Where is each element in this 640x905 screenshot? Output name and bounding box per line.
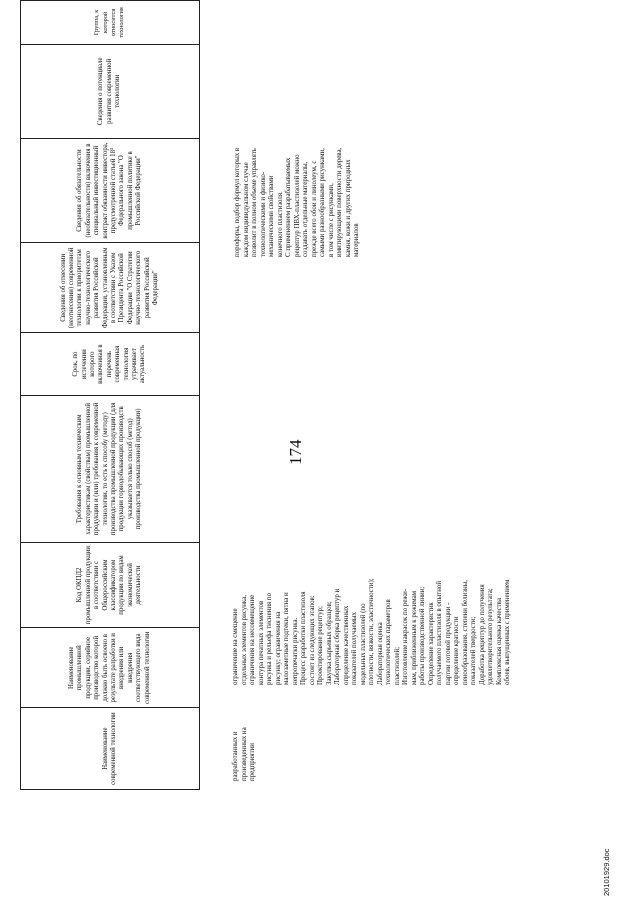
text-line: контура печатных элементов — [257, 600, 265, 685]
text-line: камня, кожи и других природных — [344, 159, 352, 257]
text-line: Лабораторная сборка рецептур и — [334, 588, 341, 685]
page-number: 174 — [286, 439, 305, 465]
text-line: Определение характеристик — [427, 602, 435, 685]
text-line: прежде всего обои и линолеум, с — [310, 160, 318, 257]
text-line: пластизолей; — [393, 646, 401, 685]
text-line: показателей получаемых — [351, 612, 358, 685]
text-line: позволит в полном объеме управлять — [251, 148, 258, 257]
text-line: произведенных на — [240, 727, 248, 781]
header-development-potential: Сведения о потенциале развития современной технологии — [21, 44, 199, 138]
text-line: технологических параметров — [385, 599, 392, 685]
header-technology-name: Наименование современной технологии — [21, 707, 199, 789]
text-line: состоит из следующих этапов: — [308, 595, 316, 685]
header-priorities: Сведения об отнесении (неотнесении) современной технологии к приоритетам научно-технологического развития Российской Федерации, установленным в соответствии с Указом Президента Российской Федерации "О Стратегии научно-технологического развития Российской Федерации" — [21, 242, 199, 332]
text-line: Закупка сырьевых образцов; — [325, 601, 333, 685]
text-line: отдельных элементов рисунка, — [240, 595, 248, 685]
text-line: предприятии — [249, 743, 256, 781]
column-potential-text — [234, 67, 362, 257]
header-table — [20, 0, 200, 790]
text-line: работы производственной линии; — [419, 586, 426, 685]
text-line: имитирующими поверхности дерева, — [336, 147, 343, 257]
text-line: механическими свойствами — [268, 175, 275, 257]
text-line: модельных пластизолей (по — [359, 603, 367, 685]
text-line: Изготовление накрасок по режи- — [402, 588, 409, 685]
text-line: Комплексная оценка качества — [495, 598, 503, 685]
text-line: показателей твердости; — [470, 616, 477, 685]
text-line: Процесс разработки пластизоля — [300, 591, 307, 685]
header-technology-group: Группа, к которой относится технология — [93, 7, 126, 38]
text-line: разработанных и — [232, 731, 239, 781]
text-line: пенообразования, степени белизны, — [461, 579, 469, 685]
text-line: удовлетворительного результата; — [487, 588, 494, 685]
file-name-footer: 20101929.doc — [602, 848, 611, 896]
text-line: партии готовой продукции - — [444, 602, 452, 685]
text-line: каждом индивидуальном случае — [242, 162, 250, 257]
text-line: ограничения на несовмещение — [249, 594, 256, 685]
header-investment-contract: Сведения об обязательности (необязательности) включения в специальный инвестиционный контракт обязанности инвестора, предусмотренной статьей 18³ Федерального закона "О промышленной политике в Российской Федерации" — [21, 138, 199, 243]
text-line: рисунка и рельефа тиснения по — [266, 592, 273, 685]
text-line: Проектирование рецептур; — [317, 606, 324, 685]
text-line: материалов — [353, 223, 360, 257]
text-line: ограничение на смещение — [232, 608, 239, 685]
text-line: рецептур ПВХ-пластизолей можно — [293, 154, 301, 257]
text-line: самыми разнообразными рисунками, — [319, 148, 326, 257]
text-line: определение качественных — [342, 605, 350, 685]
header-requirements: Требования к основным техническим характеристикам (свойствам) промышленной продукции и (или) требования к современной технологии, то есть к способу (методу) производства промышленной продукции (для продукции горнодобывающих производств указывается только способ (метод) производства промышленной продукции) — [21, 395, 199, 542]
text-line: конечного пластизоля. — [276, 191, 284, 257]
header-product-name: Наименование промышленной продукции, серийное производство которой должно быть освоено в результате разработки и внедрения или внедрения соответствующего вида современной технологии — [21, 627, 199, 707]
text-line: мам, приближенным к режимам — [410, 590, 418, 685]
text-line: в том числе с рисунками, — [327, 183, 335, 257]
column-requirements-text — [232, 415, 513, 685]
text-line: обоев, выпущенных с применением — [504, 579, 511, 685]
text-line: Лабораторная оценка — [376, 622, 384, 685]
text-line: плотности, вязкости, эластичности); — [368, 578, 375, 685]
header-relevance-term: Срок, по истечении которого включенная в перечень современная технология утрачивает актуальность — [21, 332, 199, 395]
text-line: создавать отдельные материалы, — [302, 161, 309, 257]
text-line: рисунку; ограничения на — [274, 611, 282, 685]
text-line: непропечатки рисунка. — [291, 617, 299, 685]
text-line: определение кратности — [453, 616, 460, 685]
column-product-text — [232, 727, 258, 781]
text-line: Доработка рецептур до получения — [478, 584, 486, 685]
text-line: малозаметные подтеки, пятна и — [283, 592, 290, 685]
header-okpd2-code: Код ОКПД2 промышленной продукции в соответствии с Общероссийским классификатором продукции по видам экономической деятельности — [21, 542, 199, 628]
text-line: технологическими и физико- — [259, 171, 267, 257]
text-line: получаемого пластизоля в опытной — [436, 580, 443, 685]
text-line: С применением разрабатываемых — [285, 157, 292, 257]
text-line: порофоры, подбор формул которых в — [234, 147, 241, 257]
